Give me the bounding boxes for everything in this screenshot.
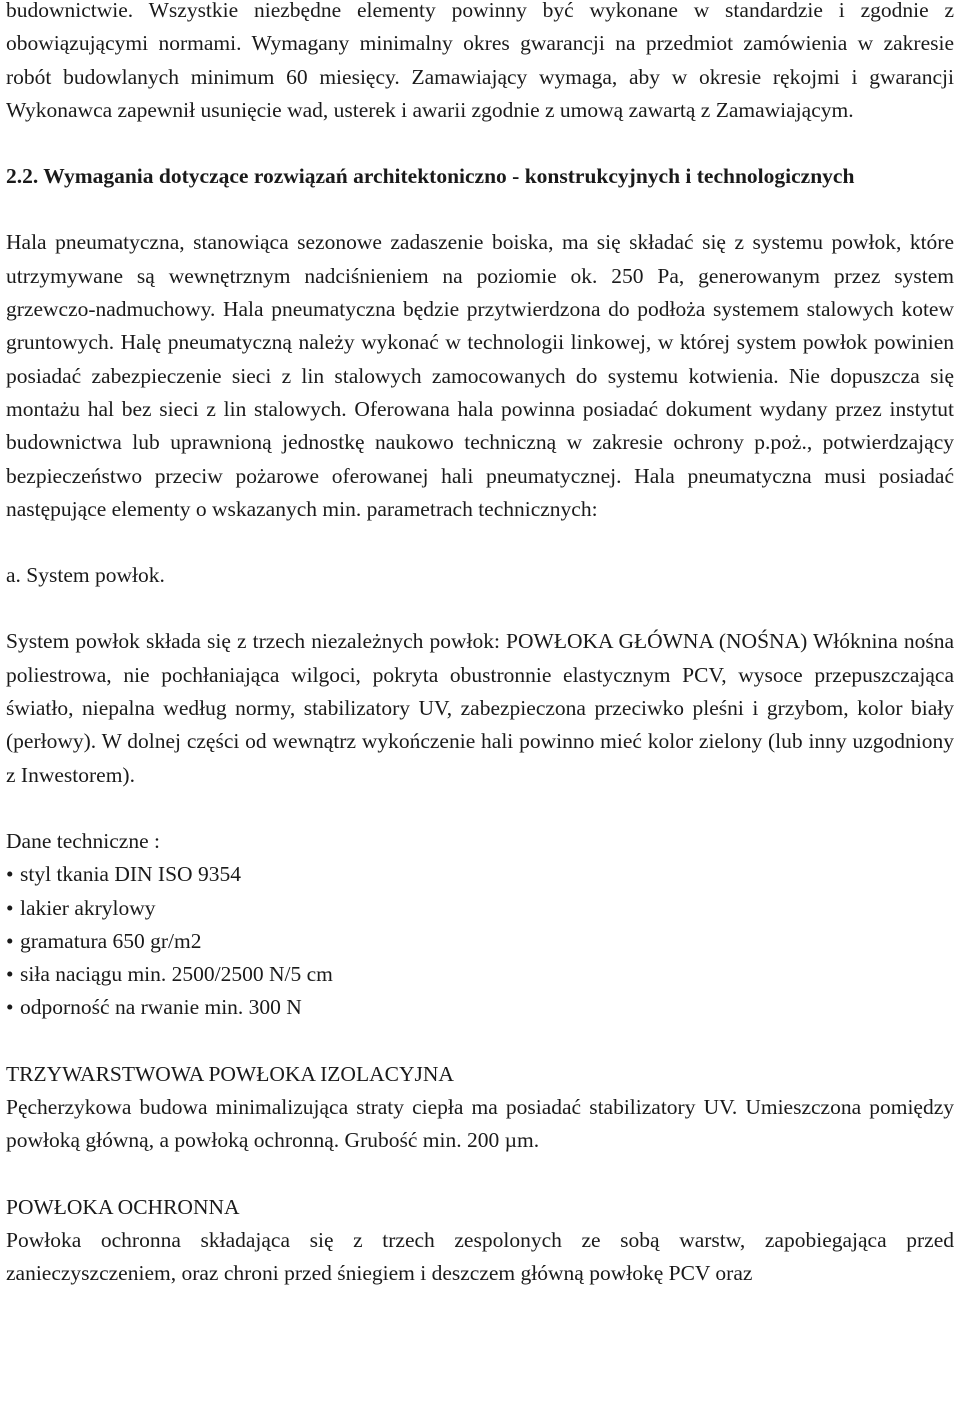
list-item: [6, 925, 954, 958]
bullet-icon: •: [6, 962, 14, 987]
spacer: [6, 592, 954, 625]
spacer: [6, 792, 954, 825]
spacer: [6, 127, 954, 160]
tech-data-label: Dane techniczne :: [6, 828, 160, 853]
protective-heading: POWŁOKA OCHRONNA: [6, 1194, 240, 1219]
spacer: [6, 526, 954, 559]
intro-paragraph: budownictwie. Wszystkie niezbędne elementy powinny być wykonane w standardzie i zgodnie z obowiązującymi normami. Wymagany minimalny okres gwarancji na przedmiot zamówienia w zakresie robót budowlanych minimum 60 miesięcy. Zamawiający wymaga, aby w okresie rękojmi i gwarancji Wykonawca zapewnił usunięcie wad, usterek i awarii zgodnie z umową zawartą z Zamawiającym.: [6, 0, 954, 122]
main-paragraph: Hala pneumatyczna, stanowiąca sezonowe zadaszenie boiska, ma się składać się z systemu powłok, które utrzymywane są wewnętrznym nadciśnieniem na poziomie ok. 250 Pa, generowanym przez system grzewczo-nadmuchowy. Hala pneumatyczna będzie przytwierdzona do podłoża systemem stalowych kotew gruntowych. Halę pneumatyczną należy wykonać w technologii linkowej, w której system powłok powinien posiadać zabezpieczenie sieci z lin stalowych zamocowanych do systemu kotwienia. Nie dopuszcza się montażu hal bez sieci z lin stalowych. Oferowana hala powinna posiadać dokument wydany przez instytut budownictwa lub uprawnioną jednostkę naukowo techniczną w zakresie ochrony p.poż., potwierdzający bezpieczeństwo przeciw pożarowe oferowanej hali pneumatycznej. Hala pneumatyczna musi posiadać następujące elementy o wskazanych min. parametrach technicznych:: [6, 230, 954, 521]
protective-paragraph: Powłoka ochronna składająca się z trzech zespolonych ze sobą warstw, zapobiegająca przed zanieczyszczeniem, oraz chroni przed śniegiem i deszczem główną powłokę PCV oraz: [6, 1227, 954, 1286]
list-item: [6, 991, 954, 1024]
insulation-paragraph: Pęcherzykowa budowa minimalizująca straty ciepła ma posiadać stabilizatory UV. Umieszczona pomiędzy powłoką główną, a powłoką ochronną. Grubość min. 200 µm.: [6, 1095, 954, 1153]
bullet-icon: •: [6, 995, 14, 1020]
tech-data-list: [6, 858, 954, 1024]
list-item-text: gramatura 650 gr/m2: [20, 928, 202, 953]
spacer: [6, 193, 954, 226]
subsection-a-title: a. System powłok.: [6, 563, 165, 588]
bullet-icon: •: [6, 928, 14, 953]
document-page: [6, 0, 954, 1291]
spacer: [6, 1025, 954, 1058]
list-item-text: odporność na rwanie min. 300 N: [20, 995, 302, 1020]
bullet-icon: •: [6, 862, 14, 887]
system-paragraph: System powłok składa się z trzech niezależnych powłok: POWŁOKA GŁÓWNA (NOŚNA) Włóknina nośna poliestrowa, nie pochłaniająca wilgoci, pokryta obustronnie elastycznym PCV, wysoce przepuszczająca światło, niepalna według normy, stabilizatory UV, zabezpieczona przeciwko pleśni i grzybom, kolor biały (perłowy). W dolnej części od wewnątrz wykończenie hali powinno mieć kolor zielony (lub inny uzgodniony z Inwestorem).: [6, 629, 954, 787]
list-item-text: siła naciągu min. 2500/2500 N/5 cm: [20, 962, 333, 987]
section-heading: 2.2. Wymagania dotyczące rozwiązań architektoniczno - konstrukcyjnych i technologicznych: [6, 164, 855, 189]
list-item-text: lakier akrylowy: [20, 895, 156, 920]
bullet-icon: •: [6, 895, 14, 920]
list-item: [6, 892, 954, 925]
list-item-text: styl tkania DIN ISO 9354: [20, 862, 241, 887]
list-item: [6, 958, 954, 991]
spacer: [6, 1158, 954, 1191]
insulation-heading: TRZYWARSTWOWA POWŁOKA IZOLACYJNA: [6, 1061, 454, 1086]
list-item: [6, 858, 954, 891]
